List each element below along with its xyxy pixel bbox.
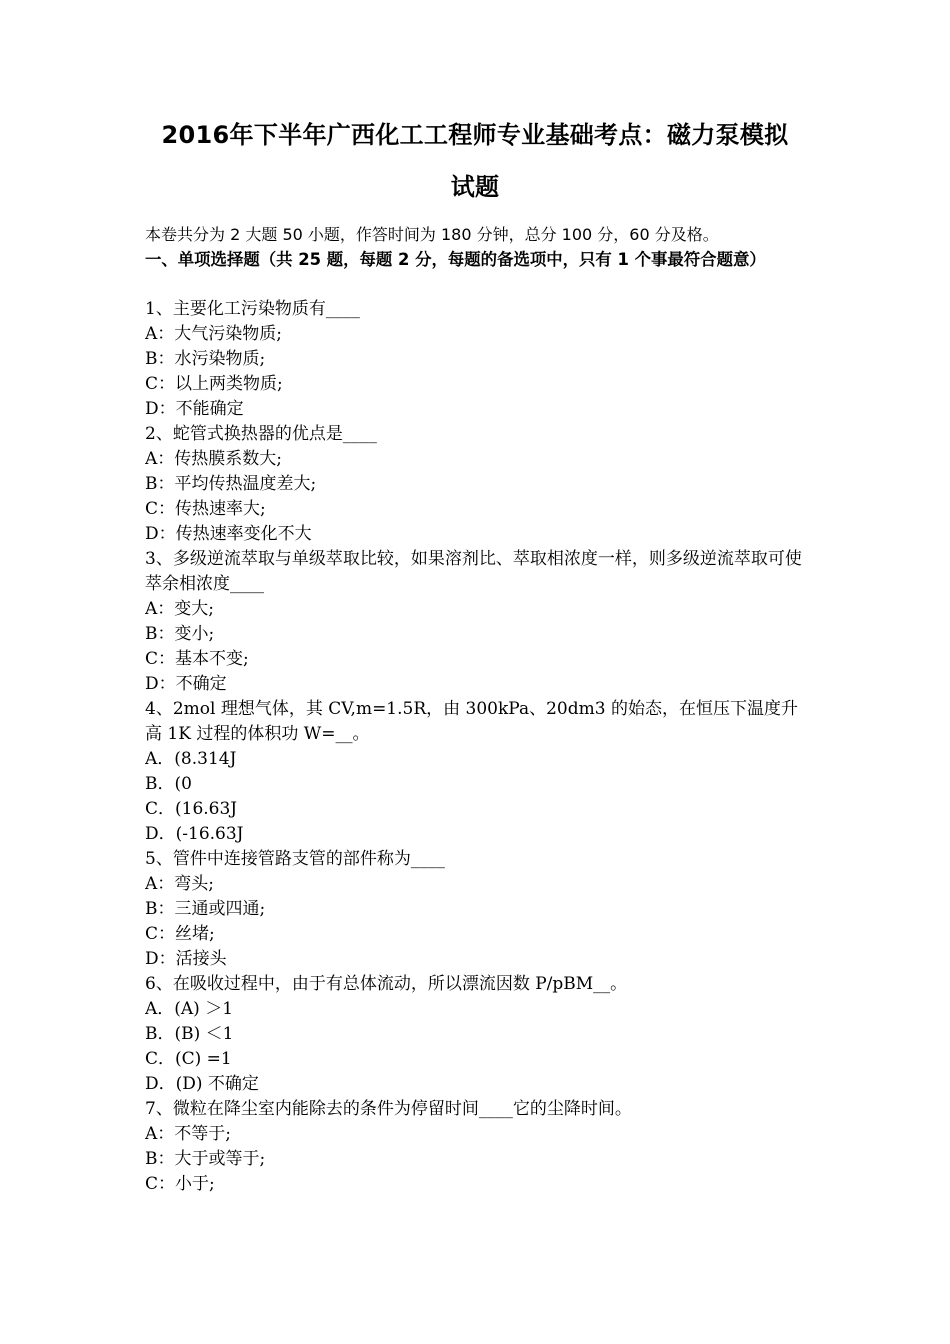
- question-stem: 2、蛇管式换热器的优点是____: [145, 424, 377, 444]
- option-b: B．(0: [145, 774, 192, 794]
- option-a: A：大气污染物质;: [145, 324, 283, 344]
- question-3: [145, 547, 813, 697]
- option-d: D：活接头: [145, 949, 227, 969]
- option-c: C：以上两类物质;: [145, 374, 283, 394]
- question-1: [145, 297, 813, 422]
- question-stem: 1、主要化工污染物质有____: [145, 299, 360, 319]
- question-4: [145, 697, 813, 847]
- question-stem: 5、管件中连接管路支管的部件称为____: [145, 849, 445, 869]
- option-a: A：不等于;: [145, 1124, 232, 1144]
- option-b: B：水污染物质;: [145, 349, 266, 369]
- document-title-line-1: 2016年下半年广西化工工程师专业基础考点：磁力泵模拟: [161, 121, 789, 149]
- option-a: A：弯头;: [145, 874, 215, 894]
- option-a: A．(A) ＞1: [145, 999, 234, 1019]
- question-6: [145, 972, 813, 1097]
- option-d: D：不能确定: [145, 399, 244, 419]
- question-7: [145, 1097, 813, 1197]
- option-d: D．(-16.63J: [145, 824, 244, 844]
- option-c: C：基本不变;: [145, 649, 249, 669]
- question-stem: 3、多级逆流萃取与单级萃取比较，如果溶剂比、萃取相浓度一样，则多级逆流萃取可使萃余相浓度____: [145, 549, 802, 594]
- question-stem: 7、微粒在降尘室内能除去的条件为停留时间____它的尘降时间。: [145, 1099, 632, 1119]
- option-d: D．(D) 不确定: [145, 1074, 259, 1094]
- option-d: D：不确定: [145, 674, 227, 694]
- option-c: C：丝堵;: [145, 924, 215, 944]
- option-a: A：传热膜系数大;: [145, 449, 283, 469]
- document-title-line-2: 试题: [450, 173, 500, 201]
- question-5: [145, 847, 813, 972]
- option-b: B．(B) ＜1: [145, 1024, 234, 1044]
- document-body: [145, 222, 813, 1197]
- question-stem: 6、在吸收过程中，由于有总体流动，所以漂流因数 P/pBM__。: [145, 974, 628, 994]
- question-2: [145, 422, 813, 547]
- option-a: A：变大;: [145, 599, 215, 619]
- option-b: B：变小;: [145, 624, 215, 644]
- question-stem: 4、2mol 理想气体，其 CV,m=1.5R，由 300kPa、20dm3 的始态，在恒压下温度升高 1K 过程的体积功 W=__。: [145, 699, 798, 744]
- option-c: C．(C) =1: [145, 1049, 232, 1069]
- option-a: A．(8.314J: [145, 749, 237, 769]
- option-c: C．(16.63J: [145, 799, 238, 819]
- option-d: D：传热速率变化不大: [145, 524, 312, 544]
- option-b: B：平均传热温度差大;: [145, 474, 317, 494]
- exam-instructions: 本卷共分为 2 大题 50 小题，作答时间为 180 分钟，总分 100 分，60 分及格。: [145, 225, 719, 244]
- option-b: B：三通或四通;: [145, 899, 266, 919]
- option-c: C：传热速率大;: [145, 499, 266, 519]
- section-heading-single-choice: 一、单项选择题（共 25 题，每题 2 分，每题的备选项中，只有 1 个事最符合题意）: [145, 250, 766, 269]
- option-b: B：大于或等于;: [145, 1149, 266, 1169]
- option-c: C：小于;: [145, 1174, 215, 1194]
